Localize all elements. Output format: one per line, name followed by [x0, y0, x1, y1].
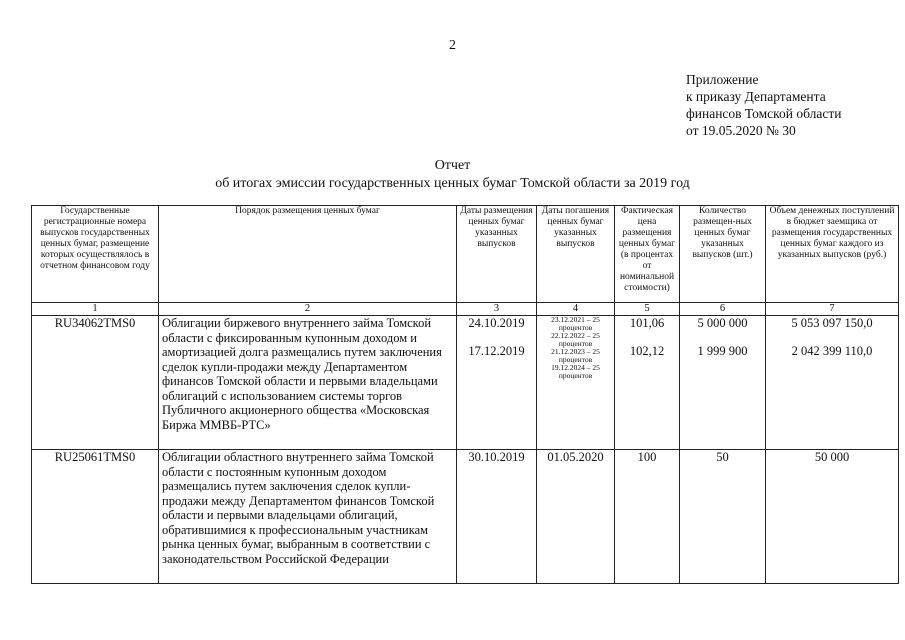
appendix-line: к приказу Департамента — [686, 89, 826, 104]
maturity-date-cell: 01.05.2020 — [537, 450, 615, 584]
header-cell: Государственные регистрационные номера выпусков государственных ценных бумаг, размещение которых осуществлялось в отчетном финансовом году — [32, 206, 159, 303]
volume-value: 5 053 097 150,0 — [791, 316, 873, 330]
volume-cell: 50 000 — [766, 450, 899, 584]
volume-value: 2 042 399 110,0 — [791, 343, 873, 358]
maturity-dates-cell — [537, 316, 615, 450]
column-number: 1 — [32, 303, 159, 316]
appendix-line: Приложение — [686, 72, 759, 87]
quantity-cell — [680, 316, 766, 450]
appendix-block — [686, 71, 842, 139]
quantity-value: 1 999 900 — [697, 343, 748, 358]
reg-number-cell: RU34062TMS0 — [32, 316, 159, 450]
quantity-value: 5 000 000 — [697, 316, 748, 330]
maturity-date: 22.12.2022 – 25 процентов — [551, 331, 600, 348]
report-table — [31, 205, 899, 584]
description-cell: Облигации областного внутреннего займа Томской области с постоянным купонным доходом размещались путем заключения сделок купли-продажи между Департаментом финансов Томской области и первыми владельцами облигаций, обратившимися к профессиональным участникам рынка ценных бумаг, выбранным в соответствии с законодательством Российской Федерации — [159, 450, 457, 584]
volume-cell — [766, 316, 899, 450]
reg-number-cell: RU25061TMS0 — [32, 450, 159, 584]
placement-date: 17.12.2019 — [468, 343, 525, 358]
column-number-row — [32, 303, 899, 316]
column-number: 7 — [766, 303, 899, 316]
maturity-date: 19.12.2024 – 25 процентов — [551, 363, 600, 380]
report-title-line2: об итогах эмиссии государственных ценных бумаг Томской области за 2019 год — [215, 176, 690, 191]
table-header-row — [32, 206, 899, 303]
appendix-line: от 19.05.2020 № 30 — [686, 123, 796, 138]
column-number: 4 — [537, 303, 615, 316]
report-title-line1: Отчет — [434, 158, 471, 173]
quantity-cell: 50 — [680, 450, 766, 584]
price-cell — [615, 316, 680, 450]
placement-date-cell: 30.10.2019 — [457, 450, 537, 584]
placement-date: 24.10.2019 — [468, 316, 525, 330]
page-number: 2 — [449, 38, 456, 53]
table-row — [32, 316, 899, 450]
header-cell: Объем денежных поступлений в бюджет заемщика от размещения государственных ценных бумаг каждого из указанных выпусков (руб.) — [766, 206, 899, 303]
table-row — [32, 450, 899, 584]
maturity-date: 23.12.2021 – 25 процентов — [551, 315, 600, 332]
header-cell: Фактическая цена размещения ценных бумаг (в процентах от номинальной стоимости) — [615, 206, 680, 303]
description-cell: Облигации биржевого внутреннего займа Томской области с фиксированным купонным доходом и амортизацией долга размещались путем заключения сделок купли-продажи между Департаментом финансов Томской области и первыми владельцами облигаций с использованием системы торгов Публичного акционерного общества «Московская Биржа ММВБ-РТС» — [159, 316, 457, 450]
header-cell: Даты размещения ценных бумаг указанных выпусков — [457, 206, 537, 303]
price-value: 102,12 — [629, 343, 665, 358]
price-value: 101,06 — [629, 316, 665, 330]
column-number: 6 — [680, 303, 766, 316]
column-number: 3 — [457, 303, 537, 316]
placement-dates-cell — [457, 316, 537, 450]
column-number: 2 — [159, 303, 457, 316]
report-title — [0, 157, 905, 193]
appendix-line: финансов Томской области — [686, 106, 842, 121]
header-cell: Даты погашения ценных бумаг указанных выпусков — [537, 206, 615, 303]
price-cell: 100 — [615, 450, 680, 584]
column-number: 5 — [615, 303, 680, 316]
maturity-date: 21.12.2023 – 25 процентов — [551, 347, 600, 364]
header-cell: Порядок размещения ценных бумаг — [159, 206, 457, 303]
header-cell: Количество размещен-ных ценных бумаг указанных выпусков (шт.) — [680, 206, 766, 303]
